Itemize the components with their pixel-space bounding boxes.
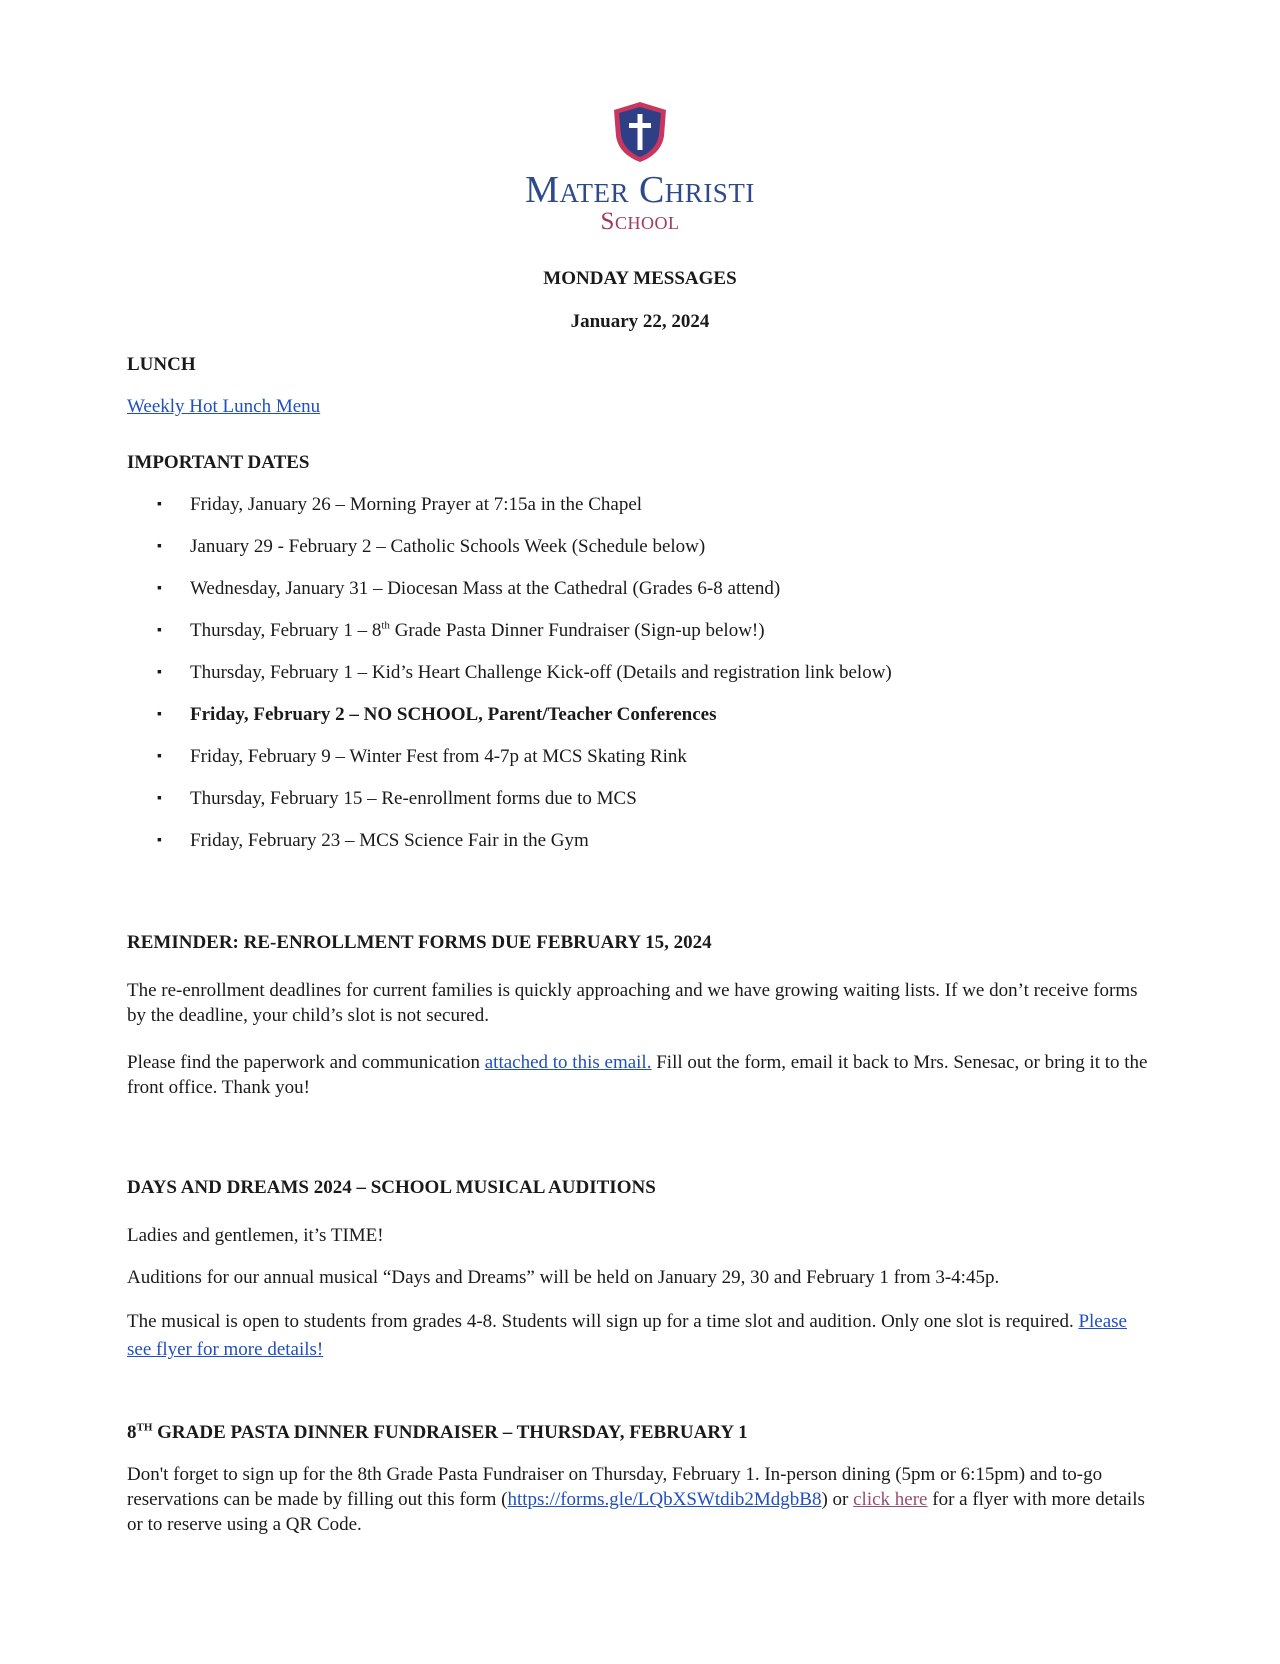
pasta-heading [127,1420,1154,1445]
dates-heading: IMPORTANT DATES [127,452,310,473]
list-item: ▪ Wednesday, January 31 – Diocesan Mass at the Cathedral (Grades 6-8 attend) [127,576,1167,618]
superscript: TH [136,1421,153,1434]
reenroll-paragraph: The re-enrollment deadlines for current families is quickly approaching and we have growing waiting lists. If we don’t receive forms by the deadline, your child’s slot is not secured. [127,980,1138,1026]
paragraph-text: The musical is open to students from grades 4-8. Students will sign up for a time slot and audition. Only one slot is required. [127,1311,1079,1332]
list-item: ▪ Thursday, February 1 – Kid’s Heart Challenge Kick-off (Details and registration link below) [127,660,1167,702]
pasta-paragraph [127,1462,1154,1537]
important-dates-list [127,492,1167,870]
list-item: ▪ January 29 - February 2 – Catholic Schools Week (Schedule below) [127,534,1167,576]
musical-paragraph-3 [127,1308,1154,1364]
list-item: ▪ Friday, February 9 – Winter Fest from 4-7p at MCS Skating Rink [127,744,1167,786]
lunch-menu-link[interactable]: Weekly Hot Lunch Menu [127,396,321,417]
musical-paragraph-2: Auditions for our annual musical “Days and Dreams” will be held on January 29, 30 and February 1 from 3-4:45p. [127,1267,1000,1288]
flyer-link[interactable]: Please see flyer for more details! [127,1311,1127,1360]
reenroll-heading: REMINDER: RE-ENROLLMENT FORMS DUE FEBRUARY 15, 2024 [127,932,712,953]
paragraph-text: ) or [821,1489,854,1510]
form-link[interactable]: https://forms.gle/LQbXSWtdib2MdgbB8 [507,1489,822,1510]
list-item: ▪ Friday, February 23 – MCS Science Fair in the Gym [127,828,1167,870]
click-here-link[interactable]: click here [853,1489,928,1510]
heading-text: 8 [127,1422,137,1443]
paragraph-text: Please find the paperwork and communication [127,1052,485,1073]
list-item: ▪ Friday, January 26 – Morning Prayer at 7:15a in the Chapel [127,492,1167,534]
lunch-heading: LUNCH [127,354,196,375]
musical-paragraph: Ladies and gentlemen, it’s TIME! [127,1225,384,1246]
heading-text: GRADE PASTA DINNER FUNDRAISER – THURSDAY, FEBRUARY 1 [152,1422,748,1443]
school-logo [500,100,780,234]
list-item: ▪ Friday, February 2 – NO SCHOOL, Parent/Teacher Conferences [127,702,1167,744]
superscript: th [381,619,390,632]
logo-subtitle: School [600,208,680,235]
shield-cross-icon [611,100,669,164]
paragraph-text: for a flyer with more details or to reserve using a QR Code. [127,1489,1145,1535]
paragraph-text: Fill out the form, email it back to Mrs. Senesac, or bring it to the front office. Thank you! [127,1052,1148,1098]
reenroll-paragraph-2 [127,1050,1154,1100]
list-item: ▪ Thursday, February 15 – Re-enrollment forms due to MCS [127,786,1167,828]
list-item-text: Thursday, February 1 – 8 [190,620,382,641]
attachment-link[interactable]: attached to this email. [484,1052,652,1073]
logo-name: Mater Christi [525,169,755,211]
paragraph-text: Don't forget to sign up for the 8th Grade Pasta Fundraiser on Thursday, February 1. In-person dining (5pm or 6:15pm) and to-go reservations can be made by filling out this form ( [127,1464,1103,1510]
list-item [127,618,1167,660]
list-item-text: Grade Pasta Dinner Fundraiser (Sign-up below!) [389,620,765,641]
musical-heading: DAYS AND DREAMS 2024 – SCHOOL MUSICAL AUDITIONS [127,1177,656,1198]
page-title: MONDAY MESSAGES [543,268,737,289]
page-date: January 22, 2024 [570,311,710,332]
